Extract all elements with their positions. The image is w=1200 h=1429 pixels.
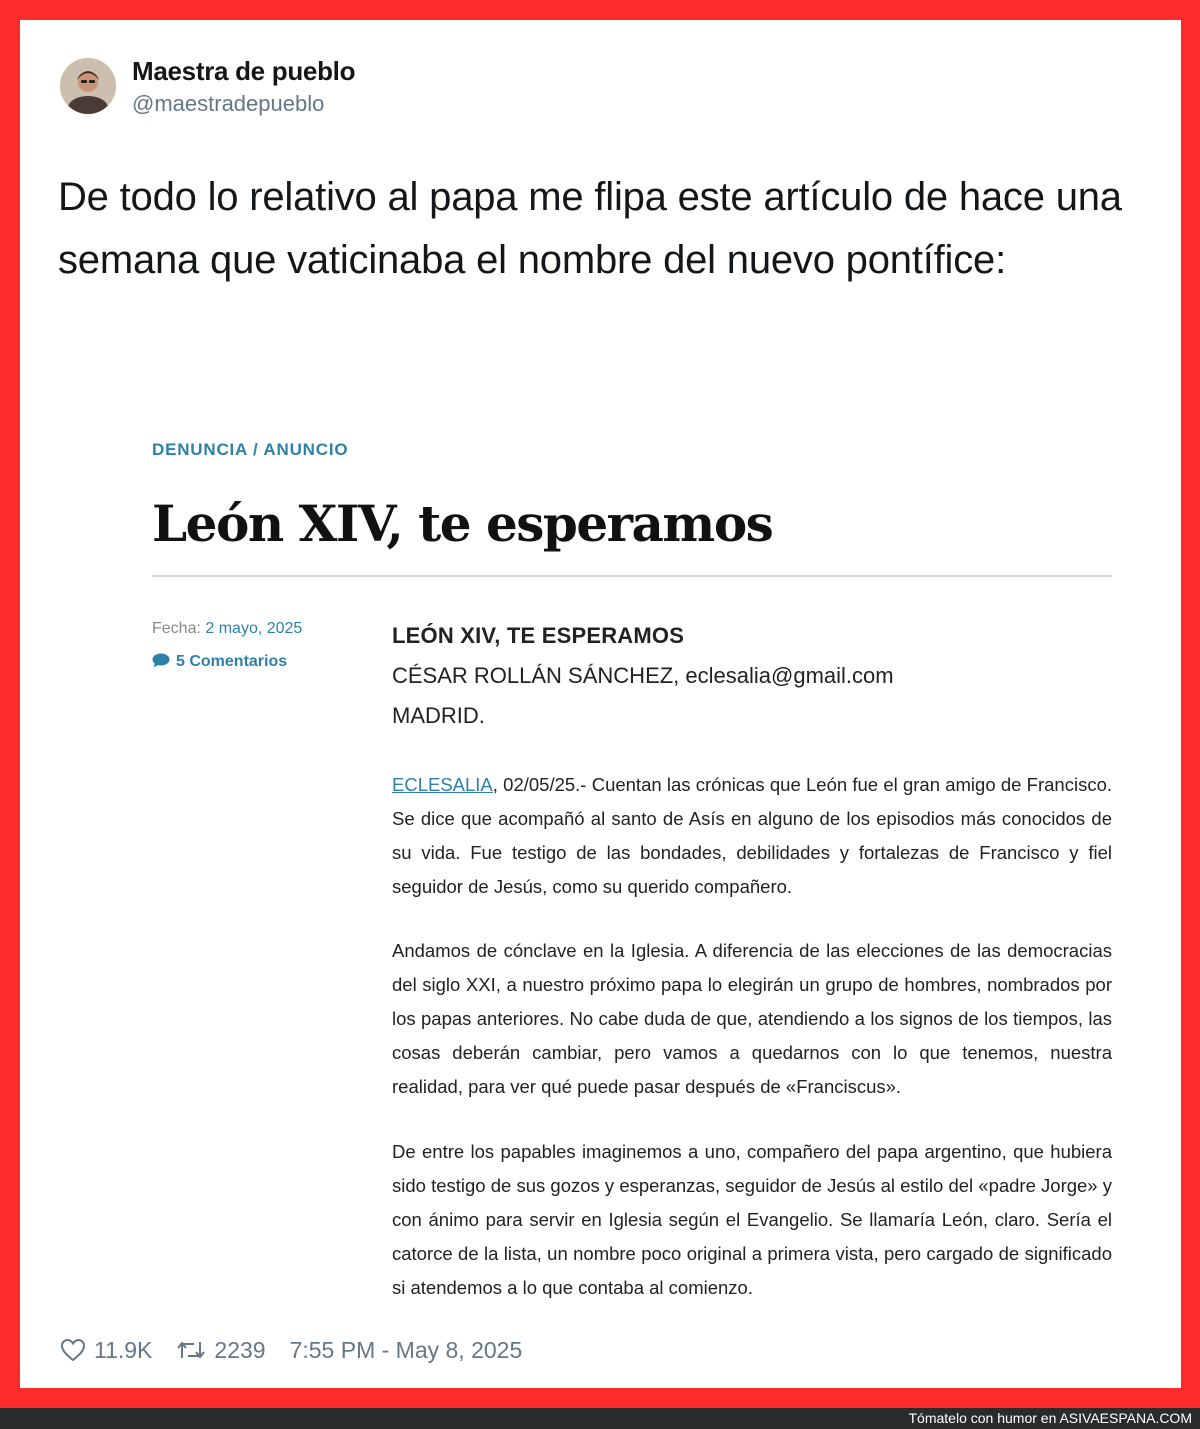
date-label: Fecha: <box>152 620 201 637</box>
tweet-timestamp[interactable]: 7:55 PM - May 8, 2025 <box>289 1336 523 1363</box>
paragraph-1 <box>392 768 1112 904</box>
comments-count: 5 Comentarios <box>176 653 288 670</box>
speech-bubble-icon <box>152 653 170 668</box>
tweet-card <box>20 20 1181 1388</box>
heart-icon <box>60 1338 86 1362</box>
paragraph-2: Andamos de cónclave en la Iglesia. A diferencia de las elecciones de las democracias del siglo XXI, a nuestro próximo papa lo elegirán un grupo de hombres, nombrados por los papas anteriores. No cabe duda de que, atendiendo a los signos de los tiempos, las cosas deberán cambiar, pero vamos a quedarnos con lo que tenemos, nuestra realidad, para ver qué puede pasar después de «Franciscus». <box>392 940 1112 1097</box>
like-button[interactable] <box>60 1337 152 1364</box>
eclesalia-link: ECLESALIA <box>392 774 493 795</box>
body-location: MADRID. <box>392 703 485 728</box>
paragraph-3: De entre los papables imaginemos a uno, compañero del papa argentino, que hubiera sido testigo de sus gozos y esperanzas, seguidor de Jesús al estilo del «padre Jorge» y con ánimo para servir en Iglesia según el Evangelio. Se llamaría León, claro. Sería el catorce de la lista, un nombre poco original a primera vista, pero cargado de significado si atendemos a lo que contaba al comienzo. <box>392 1141 1112 1298</box>
article-title: León XIV, te esperamos <box>152 494 773 553</box>
title-divider <box>152 575 1112 577</box>
article-date <box>152 620 302 638</box>
date-value: 2 mayo, 2025 <box>205 620 303 637</box>
author-name[interactable]: Maestra de pueblo <box>132 56 356 86</box>
article-category: DENUNCIA / ANUNCIO <box>152 440 349 459</box>
body-author: CÉSAR ROLLÁN SÁNCHEZ, eclesalia@gmail.com <box>392 663 894 688</box>
watermark-bar <box>0 1408 1200 1429</box>
article-body <box>392 616 1112 1298</box>
avatar[interactable] <box>60 58 116 114</box>
avatar-image <box>60 58 116 114</box>
retweet-count: 2239 <box>214 1336 266 1363</box>
paragraph-1-text: , 02/05/25.- Cuentan las crónicas que León fue el gran amigo de Francisco. Se dice que acompañó al santo de Asís en alguno de los episodios más conocidos de su vida. Fue testigo de las bondades, debilidades y fortalezas de Francisco y fiel seguidor de Jesús, como su querido compañero. <box>392 774 1112 897</box>
retweet-icon <box>176 1338 206 1362</box>
body-title: LEÓN XIV, TE ESPERAMOS <box>392 623 685 648</box>
watermark-text[interactable]: Tómatelo con humor en ASIVAESPANA.COM <box>908 1410 1192 1426</box>
tweet-text: De todo lo relativo al papa me flipa este artículo de hace una semana que vaticinaba el nombre del nuevo pontífice: <box>58 175 1122 282</box>
retweet-button[interactable] <box>176 1337 265 1364</box>
comments-link <box>152 653 287 671</box>
article-screenshot <box>152 440 1112 1300</box>
author-handle[interactable]: @maestradepueblo <box>132 91 325 116</box>
tweet-stats <box>60 1330 546 1370</box>
like-count: 11.9K <box>94 1336 153 1363</box>
